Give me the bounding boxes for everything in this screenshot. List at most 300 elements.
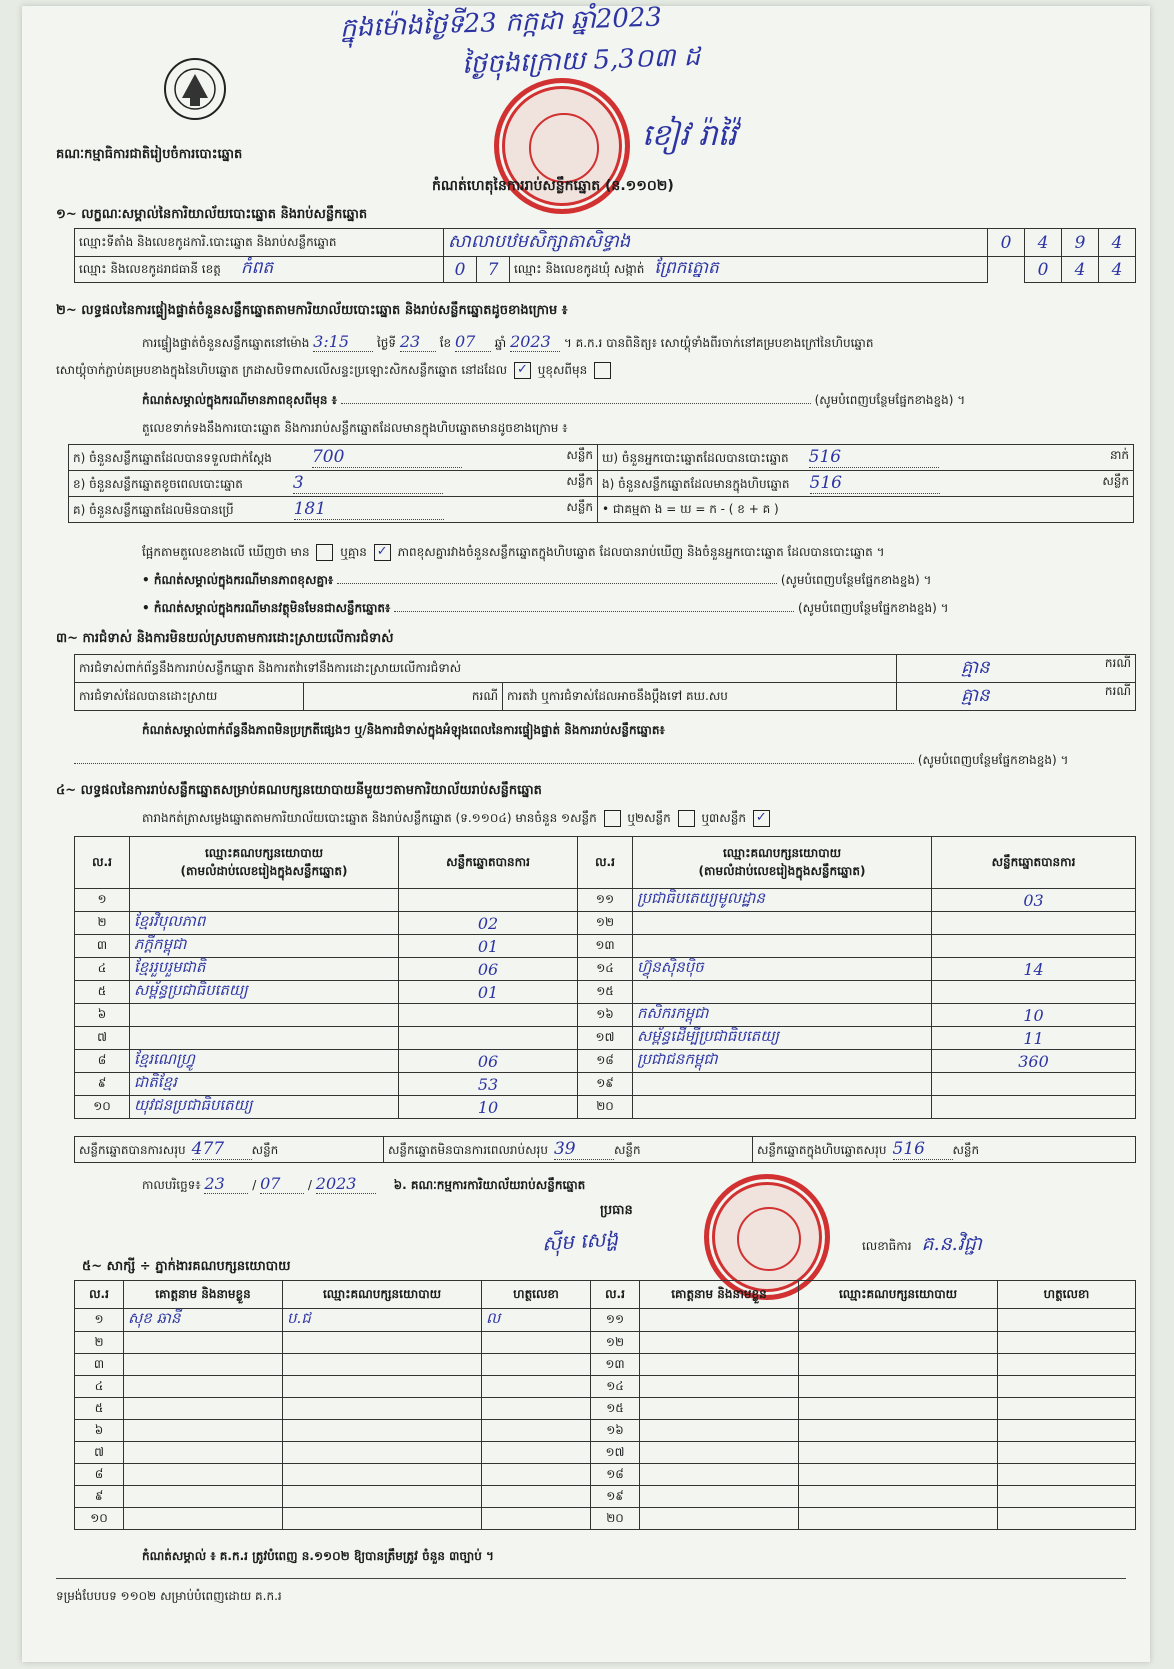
- results-row-no-left: ៩: [75, 1073, 130, 1096]
- results-row-party-right: ហ៊្វុនស៊ិនប៉ិច: [633, 958, 932, 981]
- results-row-votes-right: 10: [932, 1004, 1136, 1027]
- witness-row: [75, 1332, 1136, 1354]
- witness-row-no-right: ១៦: [591, 1420, 640, 1442]
- total-box-label: សន្លឹកឆ្នោតក្នុងហិបឆ្នោតសរុប: [757, 1143, 887, 1157]
- same-checkbox[interactable]: ✓: [514, 362, 531, 379]
- committee-label: ៦. គណៈកម្មការការិយាល័យរាប់សន្លឹកឆ្នោត: [393, 1178, 586, 1192]
- results-row-votes-left: 10: [399, 1096, 578, 1119]
- section1-title: ១~ លក្ខណៈសម្គាល់នៃការិយាល័យបោះឆ្នោត និងរាប់សន្លឹកឆ្នោត: [56, 207, 368, 222]
- handwritten-signature: ខៀវ រ៉ាវ៉ៃ: [642, 118, 737, 153]
- seal-text: សោយ្ដុំចាក់ភ្ជាប់គម្របខាងក្នុងនៃហិបឆ្នោត ក្រដាសបិទពាសលើសន្ទះប្រឡោះសិកសន្លឹកឆ្នោត នៅដដែល: [56, 363, 508, 377]
- results-row-no-right: ១៩: [578, 1073, 633, 1096]
- verification-month: 07: [455, 332, 491, 352]
- objection-row2-mid: ការតវ៉ា ឬការជំទាស់ដែលអាចនឹងប្ដឹងទៅ គឃ.សប: [503, 683, 897, 711]
- witness-row-party-right[interactable]: [799, 1354, 998, 1376]
- total-invalid-unit: សន្លឹក: [613, 1143, 641, 1157]
- objection-table: [74, 654, 1136, 711]
- witness-row-party-left[interactable]: [283, 1486, 482, 1508]
- results-row-party-right: កសិករកម្ពុជា: [633, 1004, 932, 1027]
- witness-row-party-right[interactable]: [799, 1398, 998, 1420]
- witness-col-name-left: គោត្តនាម និងនាមខ្លួន: [124, 1281, 283, 1309]
- witness-col-no-left: ល.រ: [75, 1281, 124, 1309]
- results-row-votes-left: 01: [399, 981, 578, 1004]
- results-col-votes-right: សន្លឹកឆ្នោតបានការ: [932, 837, 1136, 889]
- handwritten-ref-line: ថ្ងៃចុងក្រោយ 5,3០៣ ដ: [461, 41, 701, 81]
- date-year: 2023: [316, 1174, 376, 1194]
- results-row-party-right: [633, 935, 932, 958]
- province-value: កំពត: [240, 258, 274, 278]
- two-sheet-checkbox[interactable]: [678, 810, 695, 827]
- witness-row-party-left[interactable]: [283, 1376, 482, 1398]
- total-valid-cell: [75, 1137, 384, 1163]
- witness-row-no-left: ៩: [75, 1486, 124, 1508]
- tally-opt3: ឬ៣សន្លឹក: [701, 811, 746, 825]
- results-row-no-right: ១៥: [578, 981, 633, 1004]
- verification-text-c: ខែ: [439, 336, 452, 350]
- chair-label: ប្រធាន: [600, 1203, 633, 1218]
- results-row-party-right: ប្រជាជនកម្ពុជា: [633, 1050, 932, 1073]
- results-row-no-right: ១១: [578, 889, 633, 912]
- witness-row-no-right: ១១: [591, 1309, 640, 1332]
- witness-row-name-right[interactable]: [640, 1309, 799, 1332]
- location-value: សាលាបឋមសិក្សាតាសិទ្ធាង: [444, 229, 988, 257]
- results-row-no-right: ១៦: [578, 1004, 633, 1027]
- results-row-votes-left: 53: [399, 1073, 578, 1096]
- objection-row2-unit: ករណី: [304, 683, 503, 711]
- has-difference-checkbox[interactable]: [316, 544, 333, 561]
- objection-note-line: [74, 752, 1136, 770]
- witness-row-sign-left[interactable]: [482, 1420, 591, 1442]
- location-code-1: 0: [988, 229, 1025, 257]
- witness-row: [75, 1420, 1136, 1442]
- figure-b-value: 3: [293, 473, 443, 494]
- results-row-party-left: ខ្មែរវិបុលភាព: [130, 912, 399, 935]
- commune-code-3: 4: [1099, 257, 1136, 283]
- witness-row-sign-right[interactable]: [998, 1486, 1136, 1508]
- witness-row-name-right[interactable]: [640, 1332, 799, 1354]
- witness-row-sign-left: ល: [482, 1309, 591, 1332]
- results-row-party-left: យុវជនប្រជាធិបតេយ្យ: [130, 1096, 399, 1119]
- results-row: [75, 1096, 1136, 1119]
- results-row: [75, 889, 1136, 912]
- results-col-party-left-sub: (តាមលំដាប់លេខរៀងក្នុងសន្លឹកឆ្នោត): [180, 863, 348, 878]
- witness-row-no-right: ១៥: [591, 1398, 640, 1420]
- org-name: គណៈកម្មាធិការជាតិរៀបចំការបោះឆ្នោត: [56, 147, 243, 162]
- secretary-name: គ.ន.វិជ្ជា: [921, 1233, 982, 1255]
- seal-line: [56, 362, 614, 380]
- results-row: [75, 1027, 1136, 1050]
- witness-row-no-right: ១៣: [591, 1354, 640, 1376]
- witness-row-name-right[interactable]: [640, 1376, 799, 1398]
- section5-title: ៥~ សាក្សី ÷ ភ្នាក់ងារគណបក្សនយោបាយ: [82, 1259, 291, 1274]
- location-code-2: 4: [1025, 229, 1062, 257]
- results-row-party-right: [633, 912, 932, 935]
- note3-dots[interactable]: [394, 611, 794, 612]
- results-row: [75, 912, 1136, 935]
- witness-table: [74, 1280, 1136, 1530]
- witness-row: [75, 1486, 1136, 1508]
- objection-row2-value: គ្មាន: [961, 685, 990, 706]
- witness-col-name-right: គោត្តនាម និងនាមខ្លួន: [640, 1281, 799, 1309]
- witness-row-name-right[interactable]: [640, 1486, 799, 1508]
- witness-row-party-right[interactable]: [799, 1464, 998, 1486]
- verification-year: 2023: [510, 332, 560, 352]
- total-box-cell: [753, 1137, 1136, 1163]
- results-col-party-left: [130, 837, 399, 889]
- section2-title: ២~ លទ្ធផលនៃការផ្ទៀងផ្ទាត់ចំនួនសន្លឹកឆ្នោតតាមការិយាល័យបោះឆ្នោត និងរាប់សន្លឹកឆ្នោតដូចខាងក្រោម ៖: [56, 303, 568, 318]
- figures-table: [68, 444, 1134, 523]
- total-valid-value: 477: [192, 1139, 252, 1160]
- results-row-no-right: ១៧: [578, 1027, 633, 1050]
- witness-row-name-right[interactable]: [640, 1420, 799, 1442]
- note3-fill: (សូមបំពេញបន្ថែមផ្នែកខាងខ្នង) ។: [797, 601, 949, 615]
- results-col-party-right-sub: (តាមលំដាប់លេខរៀងក្នុងសន្លឹកឆ្នោត): [698, 863, 866, 878]
- note3-line: [142, 600, 1132, 618]
- witness-row-name-left[interactable]: [124, 1376, 283, 1398]
- note2-line: [142, 572, 1132, 590]
- witness-row-party-right[interactable]: [799, 1508, 998, 1530]
- results-row: [75, 958, 1136, 981]
- witness-row-party-left[interactable]: [283, 1420, 482, 1442]
- results-col-party-left-title: ឈ្មោះគណបក្សនយោបាយ: [204, 845, 324, 860]
- results-row-party-left: [130, 889, 399, 912]
- results-row-party-right: [633, 1073, 932, 1096]
- note1-label: កំណត់សម្គាល់ក្នុងករណីមានភាពខុសពីមុន ៖: [142, 393, 337, 407]
- results-col-party-right-title: ឈ្មោះគណបក្សនយោបាយ: [722, 845, 842, 860]
- location-label: ឈ្មោះទីតាំង និងលេខកូដការិ.បោះឆ្នោត និងរាប់សន្លឹកឆ្នោត: [75, 229, 444, 257]
- results-row: [75, 981, 1136, 1004]
- results-row-votes-right: [932, 935, 1136, 958]
- note2-dots[interactable]: [337, 583, 777, 584]
- note1-dots[interactable]: [341, 403, 811, 404]
- figure-e-value: 516: [810, 473, 940, 494]
- secretary-label: លេខាធិការ: [862, 1239, 912, 1253]
- witness-row-sign-right[interactable]: [998, 1464, 1136, 1486]
- objection-row2-cell: [897, 683, 1136, 711]
- totals-table: [74, 1136, 1136, 1163]
- figure-formula: • ជាគម្មតា ង = ឃ = ក - ( ខ + គ ): [598, 497, 1134, 523]
- witness-row-party-left[interactable]: [283, 1398, 482, 1420]
- witness-row-party-left[interactable]: [283, 1332, 482, 1354]
- witness-row-sign-left[interactable]: [482, 1464, 591, 1486]
- results-row-party-left: ភក្ដីកម្ពុជា: [130, 935, 399, 958]
- witness-row-party-left[interactable]: [283, 1442, 482, 1464]
- total-invalid-cell: [384, 1137, 753, 1163]
- verification-text-d: ឆ្នាំ: [494, 336, 507, 350]
- province-label: [75, 257, 444, 283]
- witness-row-name-left[interactable]: [124, 1354, 283, 1376]
- objection-note-label: កំណត់សម្គាល់ពាក់ព័ន្ធនឹងភាពមិនប្រក្រតីផ្សេងៗ ឬ/និងការជំទាស់ក្នុងអំឡុងពេលនៃការផ្ទៀងផ្ទាត់ និងការរាប់សន្លឹកឆ្នោត៖: [142, 723, 665, 737]
- figure-a-label: ក) ចំនួនសន្លឹកឆ្នោតដែលបានទទួលជាក់ស្ដែង: [73, 451, 272, 465]
- witness-row-no-right: ១៩: [591, 1486, 640, 1508]
- witness-row-no-left: ៨: [75, 1464, 124, 1486]
- commune-code-2: 4: [1062, 257, 1099, 283]
- different-checkbox[interactable]: [594, 362, 611, 379]
- secretary-line: [862, 1232, 982, 1260]
- witness-row-party-right[interactable]: [799, 1420, 998, 1442]
- figure-d: [598, 445, 1134, 471]
- witness-row-no-right: ១៧: [591, 1442, 640, 1464]
- witness-row: [75, 1442, 1136, 1464]
- witness-row-sign-left[interactable]: [482, 1354, 591, 1376]
- no-difference-checkbox[interactable]: ✓: [374, 544, 391, 561]
- verification-text-e: ។ គ.ក.រ បានពិនិត្យ៖ សោយ្ដុំទាំងពីរចាក់នៅគម្របខាងក្រៅនៃហិបឆ្នោត: [563, 336, 874, 350]
- results-row-no-left: ៨: [75, 1050, 130, 1073]
- witness-row-no-left: ៧: [75, 1442, 124, 1464]
- results-row: [75, 1073, 1136, 1096]
- results-row-party-left: ខ្មែរណេហ្វ្រូ: [130, 1050, 399, 1073]
- difference-line: [142, 544, 885, 562]
- witness-row-sign-left[interactable]: [482, 1376, 591, 1398]
- results-row-votes-right: [932, 1096, 1136, 1119]
- witness-row-sign-right[interactable]: [998, 1508, 1136, 1530]
- witness-row-party-right[interactable]: [799, 1309, 998, 1332]
- witness-col-sign-left: ហត្ថលេខា: [482, 1281, 591, 1309]
- witness-row-party-left: ប.ជ: [283, 1309, 482, 1332]
- results-row: [75, 1004, 1136, 1027]
- section1-table: [74, 228, 1136, 283]
- witness-row-no-left: ៥: [75, 1398, 124, 1420]
- figure-e: [598, 471, 1134, 497]
- witness-col-sign-right: ហត្ថលេខា: [998, 1281, 1136, 1309]
- form-title: កំណត់ហេតុនៃការរាប់សន្លឹកឆ្នោត (ន.១១០២): [432, 178, 674, 194]
- witness-row-party-left[interactable]: [283, 1464, 482, 1486]
- verification-day: 23: [400, 332, 436, 352]
- results-row-votes-left: [399, 889, 578, 912]
- results-row-no-right: ២០: [578, 1096, 633, 1119]
- results-row: [75, 1050, 1136, 1073]
- note1-fill: (សូមបំពេញបន្ថែមផ្នែកខាងខ្នង) ។: [814, 393, 966, 407]
- commune-value: ព្រែកត្នោត: [654, 258, 719, 278]
- objection-row2-unit-b: ករណី: [1104, 684, 1131, 698]
- date-day: 23: [204, 1174, 248, 1194]
- witness-row-name-left[interactable]: [124, 1398, 283, 1420]
- figure-b-label: ខ) ចំនួនសន្លឹកឆ្នោតខូចពេលបោះឆ្នោត: [73, 477, 243, 491]
- section4-title: ៤~ លទ្ធផលនៃការរាប់សន្លឹកឆ្នោតសម្រាប់គណបក្សនយោបាយនីមួយៗតាមការិយាល័យរាប់សន្លឹកឆ្នោត: [56, 783, 542, 798]
- results-col-party-right: [633, 837, 932, 889]
- results-row-no-left: ៥: [75, 981, 130, 1004]
- witness-row-no-right: ១៨: [591, 1464, 640, 1486]
- witness-row-sign-right[interactable]: [998, 1442, 1136, 1464]
- results-row-no-left: ៣: [75, 935, 130, 958]
- verification-text-a: ការផ្ទៀងផ្ទាត់ចំនួនសន្លឹកឆ្នោតនៅម៉ោង: [142, 336, 310, 350]
- total-box-value: 516: [893, 1139, 953, 1160]
- commune-spacer: [988, 257, 1025, 283]
- results-body: [75, 889, 1136, 1119]
- results-row-votes-right: [932, 912, 1136, 935]
- date-label: កាលបរិច្ឆេទ៖: [142, 1178, 201, 1192]
- location-code-3: 9: [1062, 229, 1099, 257]
- results-row-party-left: ជាតិខ្មែរ: [130, 1073, 399, 1096]
- objection-row1-label: ការជំទាស់ពាក់ព័ន្ធនឹងការរាប់សន្លឹកឆ្នោត និងការតវ៉ាទៅនឹងការដោះស្រាយលើការជំទាស់: [75, 655, 897, 683]
- witness-row-sign-left[interactable]: [482, 1398, 591, 1420]
- witness-row: [75, 1309, 1136, 1332]
- objection-row1-value: គ្មាន: [961, 657, 990, 678]
- footer-form-label: ទម្រង់បែបបទ ១១០២ សម្រាប់បំពេញដោយ គ.ក.រ: [56, 1589, 282, 1603]
- witness-row-party-left[interactable]: [283, 1508, 482, 1530]
- results-row-no-right: ១២: [578, 912, 633, 935]
- figure-c-label: គ) ចំនួនសន្លឹកឆ្នោតដែលមិនបានប្រើ: [73, 503, 234, 517]
- witness-row: [75, 1354, 1136, 1376]
- witness-col-no-right: ល.រ: [591, 1281, 640, 1309]
- results-row-votes-right: [932, 1073, 1136, 1096]
- results-row-votes-left: 01: [399, 935, 578, 958]
- tally-sheet-line: [142, 810, 773, 828]
- results-row-votes-left: 02: [399, 912, 578, 935]
- date-line: កាលបរិច្ឆេទ៖ 23 / 07 / 2023 ៦. គណៈកម្មការការិយាល័យរាប់សន្លឹកឆ្នោត: [142, 1174, 586, 1193]
- seal-or-text: ឬខុសពីមុន: [537, 363, 588, 377]
- verification-time: 3:15: [313, 332, 373, 352]
- figure-e-label: ង) ចំនួនសន្លឹកឆ្នោតដែលមានក្នុងហិបឆ្នោត: [602, 477, 790, 491]
- results-row-no-right: ១៣: [578, 935, 633, 958]
- results-row-no-left: ១០: [75, 1096, 130, 1119]
- witness-row-sign-right[interactable]: [998, 1354, 1136, 1376]
- total-valid-label: សន្លឹកឆ្នោតបានការសរុប: [79, 1143, 186, 1157]
- section3-title: ៣~ ការជំទាស់ និងការមិនយល់ស្របតាមការដោះស្រាយលើការជំទាស់: [56, 631, 394, 646]
- figure-c: [69, 497, 598, 523]
- witness-row: [75, 1398, 1136, 1420]
- witness-row-name-left[interactable]: [124, 1464, 283, 1486]
- results-row-votes-right: [932, 981, 1136, 1004]
- results-row-no-right: ១៤: [578, 958, 633, 981]
- witness-row-no-right: ១២: [591, 1332, 640, 1354]
- results-row-votes-left: [399, 1004, 578, 1027]
- witness-row-party-left[interactable]: [283, 1354, 482, 1376]
- witness-row-sign-left[interactable]: [482, 1508, 591, 1530]
- results-row-votes-right: 360: [932, 1050, 1136, 1073]
- witness-row-no-left: ២: [75, 1332, 124, 1354]
- witness-row-name-right[interactable]: [640, 1354, 799, 1376]
- results-row-votes-right: 11: [932, 1027, 1136, 1050]
- witness-body: [75, 1309, 1136, 1530]
- province-code-1: 0: [444, 257, 477, 283]
- tally-intro: តារាងកត់ត្រាសម្លេងឆ្នោតតាមការិយាល័យបោះឆ្នោត និងរាប់សន្លឹកឆ្នោត (ទ.១១០៤) មានចំនួន ១សន្លឹក: [142, 811, 597, 825]
- figure-d-label: ឃ) ចំនួនអ្នកបោះឆ្នោតដែលបានបោះឆ្នោត: [602, 451, 789, 465]
- witness-row-sign-left[interactable]: [482, 1442, 591, 1464]
- witness-row-sign-left[interactable]: [482, 1332, 591, 1354]
- results-row-party-left: [130, 1004, 399, 1027]
- witness-col-party-left: ឈ្មោះគណបក្សនយោបាយ: [283, 1281, 482, 1309]
- results-row-votes-right: 14: [932, 958, 1136, 981]
- figure-e-unit: សន្លឹក: [1102, 474, 1129, 488]
- nec-emblem-icon: [162, 56, 228, 122]
- footer-note: កំណត់សម្គាល់ ៖ គ.ក.រ ត្រូវបំពេញ ន.១១០២ ឱ្យបានត្រឹមត្រូវ ចំនួន ៣ច្បាប់ ។: [142, 1549, 494, 1563]
- results-row-no-left: ៧: [75, 1027, 130, 1050]
- chair-signature: ស៊ីម សេង្ហ: [541, 1226, 619, 1256]
- figure-a-value: 700: [312, 447, 462, 468]
- verification-text-b: ថ្ងៃទី: [377, 336, 397, 350]
- witness-row-name-left[interactable]: [124, 1332, 283, 1354]
- witness-row-name-right[interactable]: [640, 1508, 799, 1530]
- results-row-votes-right: 03: [932, 889, 1136, 912]
- difference-text-a: ផ្អែកតាមតួលេខខាងលើ ឃើញថា មាន: [142, 545, 310, 559]
- results-table: [74, 836, 1136, 1119]
- witness-row: [75, 1508, 1136, 1530]
- witness-row-sign-right[interactable]: [998, 1420, 1136, 1442]
- location-code-4: 4: [1099, 229, 1136, 257]
- difference-text-c: ភាពខុសគ្នារវាងចំនួនសន្លឹកឆ្នោតក្នុងហិបឆ្នោត ដែលបានរាប់ឃើញ និងចំនួនអ្នកបោះឆ្នោត ដែលបានបោះឆ្នោត ។: [397, 545, 885, 559]
- total-valid-unit: សន្លឹក: [251, 1143, 279, 1157]
- results-row-party-right: សម្ព័ន្ធដើម្បីប្រជាធិបតេយ្យ: [633, 1027, 932, 1050]
- tally-opt2: ឬ២សន្លឹក: [627, 811, 671, 825]
- witness-col-party-right: ឈ្មោះគណបក្សនយោបាយ: [799, 1281, 998, 1309]
- figure-d-unit: នាក់: [1109, 448, 1129, 462]
- form-sheet: [22, 2, 1150, 1662]
- three-sheet-checkbox[interactable]: ✓: [753, 810, 770, 827]
- results-col-no-left: ល.រ: [75, 837, 130, 889]
- witness-row-no-left: ១: [75, 1309, 124, 1332]
- witness-row-name-left[interactable]: [124, 1442, 283, 1464]
- results-row-party-right: [633, 981, 932, 1004]
- objection-note-dots[interactable]: [74, 763, 914, 764]
- witness-row-name-left[interactable]: [124, 1486, 283, 1508]
- objection-row2-label: ការជំទាស់ដែលបានដោះស្រាយ: [75, 683, 304, 711]
- witness-row-party-right[interactable]: [799, 1442, 998, 1464]
- commune-code-1: 0: [1025, 257, 1062, 283]
- witness-row-no-left: ៤: [75, 1376, 124, 1398]
- objection-row1-unit: ករណី: [1104, 656, 1131, 670]
- witness-row-sign-right[interactable]: [998, 1376, 1136, 1398]
- witness-row: [75, 1464, 1136, 1486]
- witness-row-party-right[interactable]: [799, 1332, 998, 1354]
- figure-b: [69, 471, 598, 497]
- figure-c-unit: សន្លឹក: [566, 500, 593, 514]
- witness-row-sign-left[interactable]: [482, 1486, 591, 1508]
- witness-row-no-right: ២០: [591, 1508, 640, 1530]
- note3-label: • កំណត់សម្គាល់ក្នុងករណីមានវត្ថុមិនមែនជាសន្លឹកឆ្នោត៖: [142, 601, 391, 615]
- figure-c-value: 181: [294, 499, 444, 520]
- witness-row: [75, 1376, 1136, 1398]
- difference-text-b: ឬគ្មាន: [340, 545, 367, 559]
- witness-row-name-right[interactable]: [640, 1464, 799, 1486]
- witness-row-sign-right[interactable]: [998, 1309, 1136, 1332]
- one-sheet-checkbox[interactable]: [604, 810, 621, 827]
- witness-row-sign-right[interactable]: [998, 1332, 1136, 1354]
- results-row-no-right: ១៨: [578, 1050, 633, 1073]
- province-code-2: 7: [477, 257, 510, 283]
- witness-row-name-left[interactable]: [124, 1420, 283, 1442]
- figure-a: [69, 445, 598, 471]
- results-row-no-left: ២: [75, 912, 130, 935]
- results-row-party-left: ខ្មែររួបរួមជាតិ: [130, 958, 399, 981]
- witness-row-no-left: ៣: [75, 1354, 124, 1376]
- witness-row-sign-right[interactable]: [998, 1398, 1136, 1420]
- witness-row-party-right[interactable]: [799, 1486, 998, 1508]
- results-row-party-left: [130, 1027, 399, 1050]
- note2-label: • កំណត់សម្គាល់ក្នុងករណីមានភាពខុសគ្នា៖: [142, 573, 334, 587]
- witness-row-name-left: សុខ ឆានី: [124, 1309, 283, 1332]
- witness-row-name-right[interactable]: [640, 1398, 799, 1420]
- results-row-no-left: ១: [75, 889, 130, 912]
- results-row-no-left: ៤: [75, 958, 130, 981]
- results-col-votes-left: សន្លឹកឆ្នោតបានការ: [399, 837, 578, 889]
- footer-divider: [56, 1578, 1126, 1579]
- figures-intro: តួលេខទាក់ទងនឹងការបោះឆ្នោត និងការរាប់សន្លឹកឆ្នោតដែលមានក្នុងហិបឆ្នោតមានដូចខាងក្រោម ៖: [142, 421, 568, 435]
- note1-line: [142, 392, 1132, 410]
- note2-fill: (សូមបំពេញបន្ថែមផ្នែកខាងខ្នង) ។: [780, 573, 932, 587]
- witness-row-no-left: ១០: [75, 1508, 124, 1530]
- commune-label-text: ឈ្មោះ និងលេខកូដឃុំ សង្កាត់: [514, 262, 645, 276]
- witness-row-name-right[interactable]: [640, 1442, 799, 1464]
- witness-row-party-right[interactable]: [799, 1376, 998, 1398]
- witness-row-no-left: ៦: [75, 1420, 124, 1442]
- objection-row1-cell: [897, 655, 1136, 683]
- witness-row-name-left[interactable]: [124, 1508, 283, 1530]
- handwritten-date-line: ក្នុងម៉ោងថ្ងៃទី23 កក្កដា ឆ្នាំ2023: [339, 2, 663, 44]
- figure-b-unit: សន្លឹក: [566, 474, 593, 488]
- commune-label: [510, 257, 988, 283]
- total-invalid-label: សន្លឹកឆ្នោតមិនបានការពេលរាប់សរុប: [388, 1143, 548, 1157]
